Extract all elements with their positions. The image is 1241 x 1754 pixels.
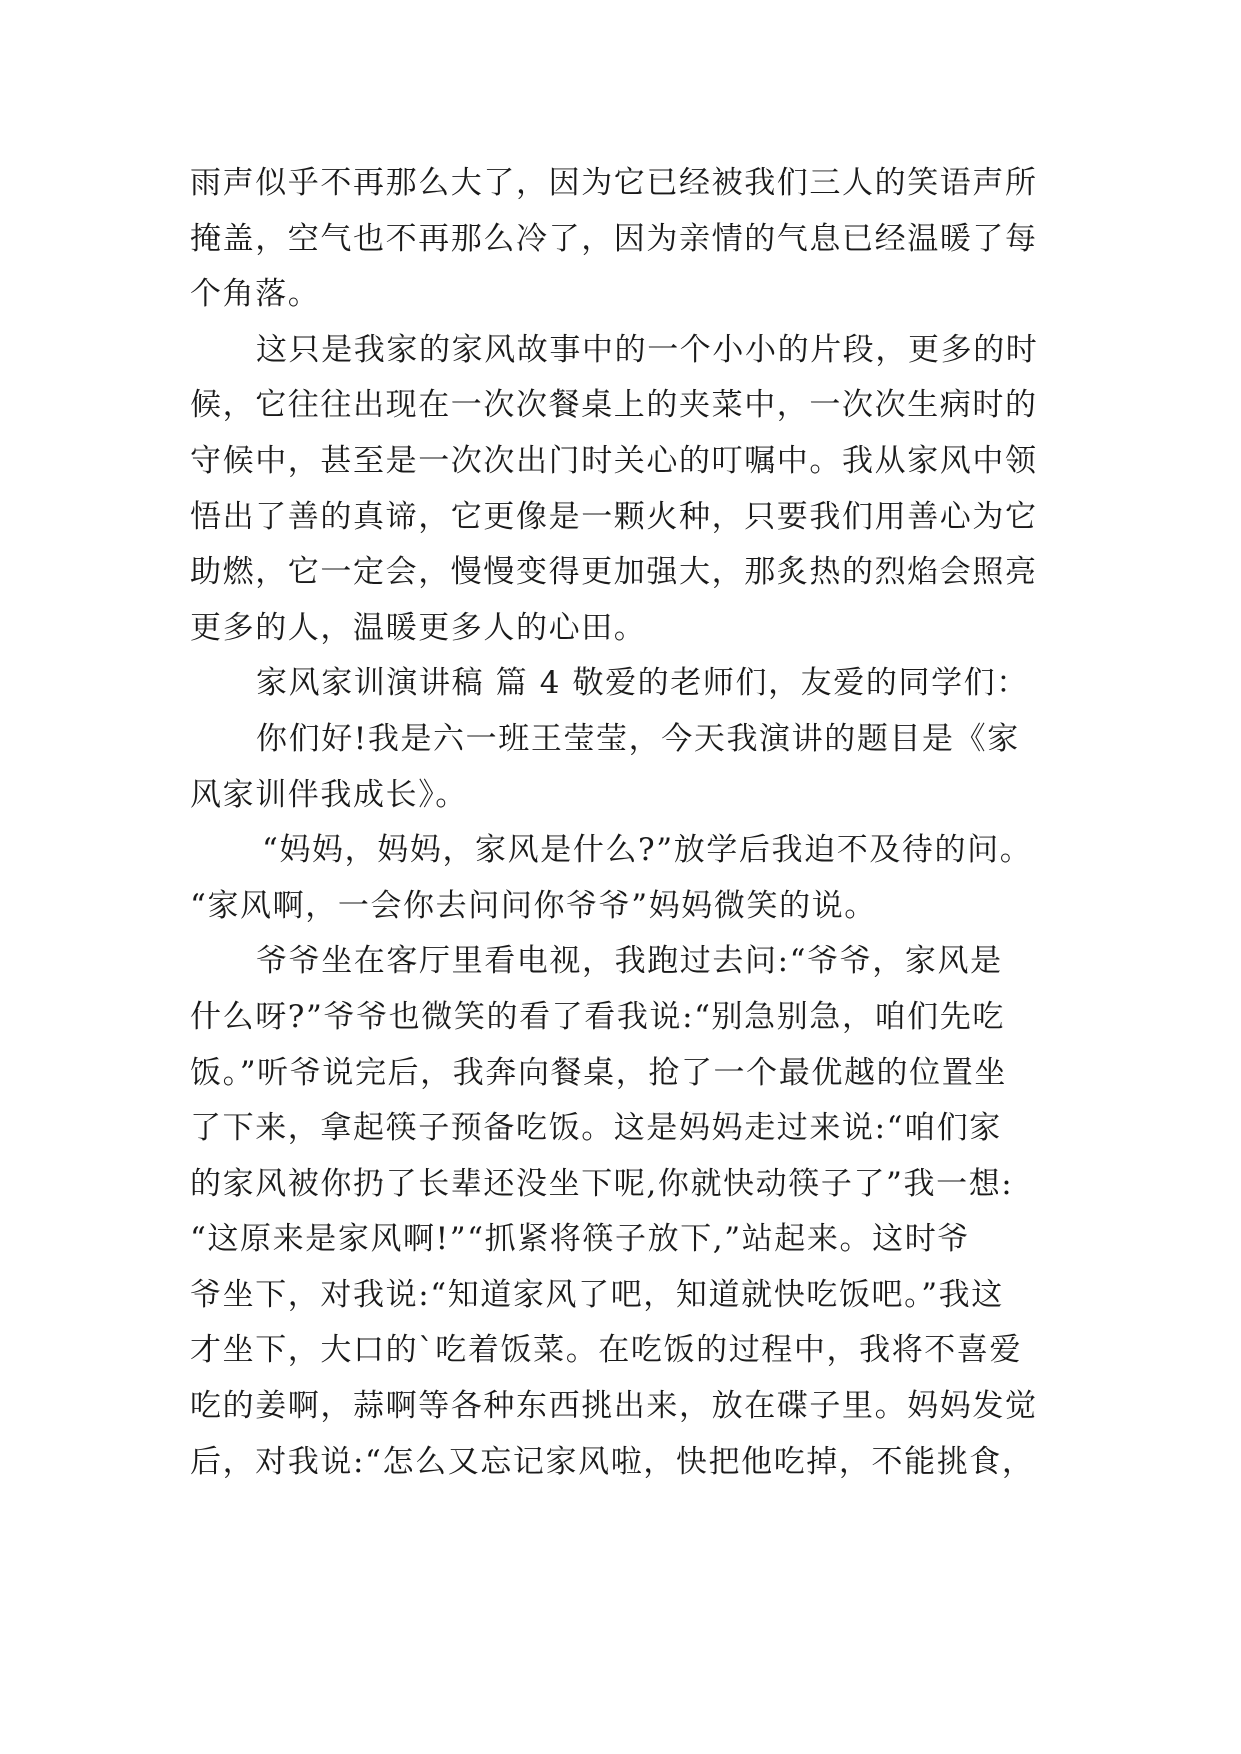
text-line: 什么呀?”爷爷也微笑的看了看我说:“别急别急，咱们先吃 <box>190 998 1005 1035</box>
text-line: 才坐下，大口的`吃着饭菜。在吃饭的过程中，我将不喜爱 <box>190 1332 1023 1369</box>
text-line: 守候中，甚至是一次次出门时关心的叮嘱中。我从家风中领 <box>190 442 1038 479</box>
section-heading-line: 家风家训演讲稿 篇 4 敬爱的老师们，友爱的同学们： <box>256 665 1029 702</box>
text-line: 了下来，拿起筷子预备吃饭。这是妈妈走过来说:“咱们家 <box>190 1110 1002 1147</box>
text-line: 的家风被你扔了长辈还没坐下呢,你就快动筷子了”我一想: <box>190 1165 1014 1202</box>
text-line: “这原来是家风啊!”“抓紧将筷子放下,”站起来。这时爷 <box>190 1221 970 1258</box>
text-line: 掩盖，空气也不再那么冷了，因为亲情的气息已经温暖了每 <box>190 220 1038 257</box>
text-line: 饭。”听爷说完后，我奔向餐桌，抢了一个最优越的位置坐 <box>190 1054 1007 1091</box>
document-body <box>190 156 1090 1490</box>
paragraph-start-line: 你们好!我是六一班王莹莹，今天我演讲的题目是《家 <box>256 720 1020 757</box>
text-line: “家风啊，一会你去问问你爷爷”妈妈微笑的说。 <box>190 887 877 924</box>
paragraph-start-line: 爷爷坐在客厅里看电视，我跑过去问:“爷爷，家风是 <box>256 943 1003 980</box>
text-line: 个角落。 <box>190 276 321 313</box>
paragraph-start-line: 这只是我家的家风故事中的一个小小的片段，更多的时 <box>256 331 1039 368</box>
text-line: 助燃，它一定会，慢慢变得更加强大，那炙热的烈焰会照亮 <box>190 554 1038 591</box>
text-line: 吃的姜啊，蒜啊等各种东西挑出来，放在碟子里。妈妈发觉 <box>190 1388 1038 1425</box>
text-line: 更多的人，温暖更多人的心田。 <box>190 609 647 646</box>
text-line: 爷坐下，对我说:“知道家风了吧，知道就快吃饭吧。”我这 <box>190 1276 1004 1313</box>
text-line: 雨声似乎不再那么大了，因为它已经被我们三人的笑语声所 <box>190 165 1038 201</box>
text-line: 后，对我说:“怎么又忘记家风啦，快把他吃掉，不能挑食， <box>190 1443 1035 1480</box>
text-line: 候，它往往出现在一次次餐桌上的夹菜中，一次次生病时的 <box>190 387 1038 424</box>
text-line: 悟出了善的真谛，它更像是一颗火种，只要我们用善心为它 <box>190 498 1038 535</box>
text-line: 风家训伴我成长》。 <box>190 776 468 813</box>
paragraph-start-line: “妈妈，妈妈，家风是什么?”放学后我迫不及待的问。 <box>262 832 1033 869</box>
